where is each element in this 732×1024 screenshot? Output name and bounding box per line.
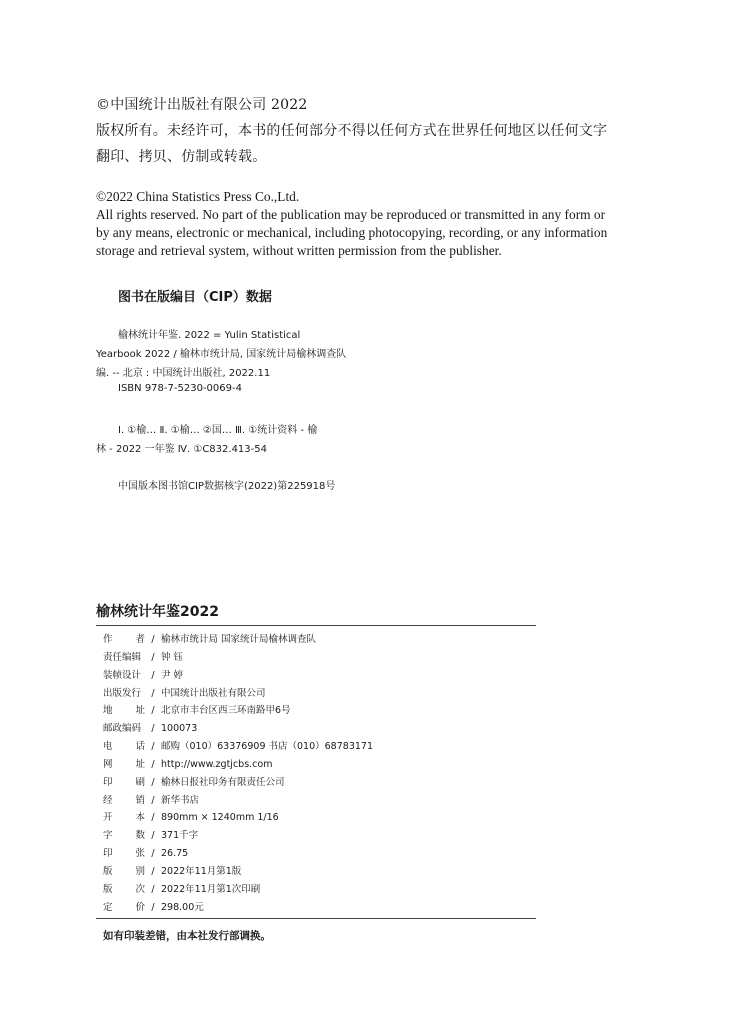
info-row-value: 100073 <box>161 723 198 735</box>
info-row-value: 890mm × 1240mm 1/16 <box>161 812 279 824</box>
info-row <box>103 702 543 720</box>
info-row-separator: / <box>151 741 155 753</box>
info-row-label-part: 版 <box>103 865 113 877</box>
footer-notice: 如有印装差错，由本社发行部调换。 <box>103 930 271 942</box>
info-row-separator: / <box>151 634 155 645</box>
info-row-separator: / <box>151 776 155 788</box>
info-row-separator: / <box>151 794 155 806</box>
info-row-value: 邮购（010）63376909 书店（010）68783171 <box>161 741 373 753</box>
cip-line5: Ⅰ. ①榆… Ⅱ. ①榆… ②国… Ⅲ. ①统计资料 - 榆 <box>118 425 318 436</box>
info-row <box>103 631 543 649</box>
info-row <box>103 881 543 899</box>
copyright-en-line2: All rights reserved. No part of the publication may be reproduced or transmitted in any form or <box>96 207 606 222</box>
cip-title: 图书在版编目（CIP）数据 <box>118 290 272 305</box>
info-row-value: 371千字 <box>161 830 199 842</box>
info-row-label-part: 装帧设计 <box>103 669 142 681</box>
info-row-value: 2022年11月第1版 <box>161 865 242 877</box>
info-row-label <box>103 809 145 827</box>
book-title: 榆林统计年鉴2022 <box>96 604 219 620</box>
info-row-label-part: 字 <box>103 830 113 842</box>
info-row-value: 新华书店 <box>161 794 200 806</box>
info-row-value: 榆林日报社印务有限责任公司 <box>161 776 285 788</box>
publication-info-list <box>103 631 543 917</box>
info-row-label <box>103 720 145 738</box>
info-row-value: 北京市丰台区西三环南路甲6号 <box>161 705 291 717</box>
info-row-separator: / <box>151 669 155 681</box>
top-divider <box>96 625 536 626</box>
info-row-separator: / <box>151 830 155 842</box>
info-row-label-part: 版 <box>103 883 113 895</box>
info-row-label-part: 别 <box>135 865 145 877</box>
info-row-label-part: 张 <box>135 848 145 860</box>
copyright-cn-line3: 翻印、拷贝、仿制或转载。 <box>96 149 267 165</box>
cip-number: 中国版本图书馆CIP数据核字(2022)第225918号 <box>118 481 336 492</box>
cip-isbn: ISBN 978-7-5230-0069-4 <box>118 383 242 394</box>
info-row-separator: / <box>151 848 155 860</box>
info-row-label-part: 责任编辑 <box>103 651 142 663</box>
info-row <box>103 720 543 738</box>
copyright-cn-line1: ©中国统计出版社有限公司 2022 <box>96 97 308 113</box>
info-row <box>103 685 543 703</box>
copyright-en-line1: ©2022 China Statistics Press Co.,Ltd. <box>96 189 300 204</box>
info-row-label <box>103 863 145 881</box>
info-row <box>103 756 543 774</box>
info-row-label-part: 作 <box>103 634 113 645</box>
info-row-label-part: 邮政编码 <box>103 723 142 735</box>
info-row-label <box>103 667 145 685</box>
info-row <box>103 649 543 667</box>
info-row <box>103 827 543 845</box>
info-row-value: http://www.zgtjcbs.com <box>161 758 273 770</box>
info-row-label <box>103 756 145 774</box>
info-row-label-part: 话 <box>135 741 145 753</box>
info-row-label-part: 电 <box>103 741 113 753</box>
info-row <box>103 774 543 792</box>
info-row-value: 298.00元 <box>161 901 204 913</box>
copyright-cn-line2: 版权所有。未经许可，本书的任何部分不得以任何方式在世界任何地区以任何文字 <box>96 123 608 139</box>
info-row-label <box>103 774 145 792</box>
info-row-separator: / <box>151 883 155 895</box>
info-row <box>103 792 543 810</box>
info-row-value: 26.75 <box>161 848 189 860</box>
info-row-label <box>103 881 145 899</box>
info-row-value: 中国统计出版社有限公司 <box>161 687 266 699</box>
info-row <box>103 845 543 863</box>
cip-line6: 林 - 2022 一年鉴 Ⅳ. ①C832.413-54 <box>96 444 267 455</box>
info-row-label <box>103 649 145 667</box>
info-row-separator: / <box>151 812 155 824</box>
copyright-en-line3: by any means, electronic or mechanical, including photocopying, recording, or any information <box>96 225 608 240</box>
info-row-label <box>103 702 145 720</box>
info-row-separator: / <box>151 758 155 770</box>
info-row-value: 钟 钰 <box>161 651 184 663</box>
info-row-value: 榆林市统计局 国家统计局榆林调查队 <box>161 634 317 645</box>
info-row <box>103 809 543 827</box>
copyright-en-line4: storage and retrieval system, without written permission from the publisher. <box>96 243 502 258</box>
info-row <box>103 863 543 881</box>
info-row-separator: / <box>151 705 155 717</box>
info-row-label-part: 次 <box>135 883 145 895</box>
info-row-separator: / <box>151 901 155 913</box>
info-row-label-part: 刷 <box>135 776 145 788</box>
info-row-label <box>103 899 145 917</box>
info-row-label-part: 印 <box>103 776 113 788</box>
info-row-label-part: 印 <box>103 848 113 860</box>
info-row-label-part: 定 <box>103 901 113 913</box>
info-row <box>103 899 543 917</box>
info-row-label-part: 本 <box>135 812 145 824</box>
info-row-label <box>103 631 145 649</box>
info-row-separator: / <box>151 723 155 735</box>
info-row-label <box>103 792 145 810</box>
info-row-separator: / <box>151 651 155 663</box>
info-row-label-part: 开 <box>103 812 113 824</box>
info-row-value: 尹 婷 <box>161 669 184 681</box>
info-row-separator: / <box>151 865 155 877</box>
info-row-label-part: 数 <box>135 830 145 842</box>
info-row-separator: / <box>151 687 155 699</box>
info-row-label-part: 址 <box>135 705 145 717</box>
info-row-label-part: 地 <box>103 705 113 717</box>
info-row-label-part: 址 <box>135 758 145 770</box>
info-row-label-part: 销 <box>135 794 145 806</box>
info-row-label-part: 经 <box>103 794 113 806</box>
info-row-label <box>103 827 145 845</box>
info-row-label-part: 出版发行 <box>103 687 142 699</box>
info-row-label-part: 价 <box>135 901 145 913</box>
info-row-label <box>103 845 145 863</box>
bottom-divider <box>96 918 536 919</box>
cip-line2: Yearbook 2022 / 榆林市统计局, 国家统计局榆林调查队 <box>96 349 347 360</box>
info-row-label-part: 网 <box>103 758 113 770</box>
info-row-label <box>103 685 145 703</box>
info-row-label <box>103 738 145 756</box>
info-row-value: 2022年11月第1次印刷 <box>161 883 261 895</box>
cip-line1: 榆林统计年鉴. 2022 = Yulin Statistical <box>118 330 301 341</box>
info-row-label-part: 者 <box>135 634 145 645</box>
info-row <box>103 738 543 756</box>
info-row <box>103 667 543 685</box>
cip-line3: 编. -- 北京 : 中国统计出版社, 2022.11 <box>96 368 271 379</box>
